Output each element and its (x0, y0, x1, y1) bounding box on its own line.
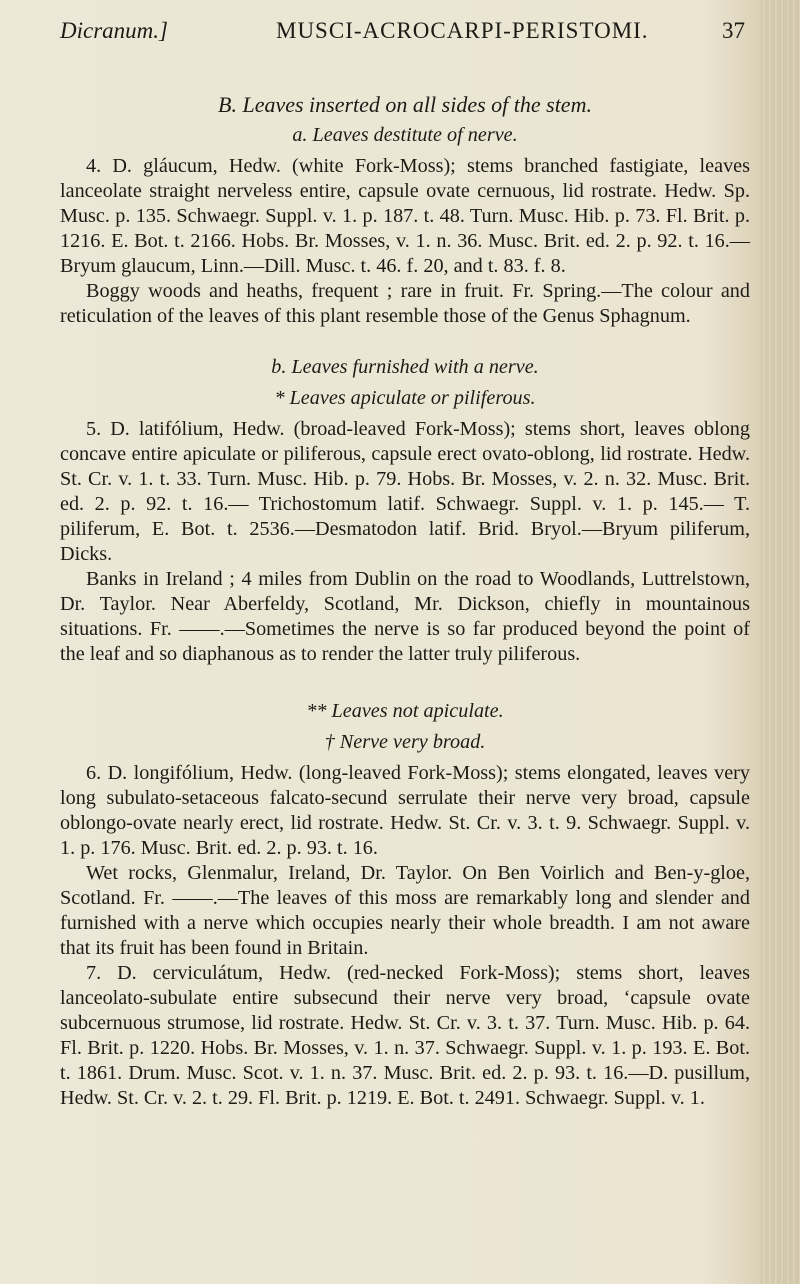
running-header (60, 18, 745, 52)
habitat-entry-5: Banks in Ireland ; 4 miles from Dublin on the road to Woodlands, Luttrelstown, Dr. Taylor. Near Aberfeldy, Scotland, Mr. Dickson, chiefly in mountainous situations. Fr. ——.—Sometimes the nerve is so far produced beyond the point of the leaf and so diaphanous as to render the latter truly piliferous. (60, 568, 750, 665)
species-entry-6: 6. D. longifólium, Hedw. (long-leaved Fork-Moss); stems elongated, leaves very long subulato-setaceous falcato-secund serrulate their nerve very broad, capsule oblongo-ovate nearly erect, lid rostrate. Hedw. St. Cr. v. 3. t. 9. Schwaegr. Suppl. v. 1. p. 176. Musc. Brit. ed. 2. p. 93. t. 16. (60, 762, 750, 859)
header-genus: Dicranum.] (60, 18, 168, 43)
species-entry-7: 7. D. cerviculátum, Hedw. (red-necked Fork-Moss); stems short, leaves lanceolato-subulate entire subsecund their nerve very broad, ‘capsule ovate subcernuous strumose, lid rostrate. Hedw. St. Cr. v. 3. t. 37. Turn. Musc. Hib. p. 64. Fl. Brit. p. 1220. Hobs. Br. Mosses, v. 1. n. 37. Schwaegr. Suppl. v. 1. p. 193. E. Bot. t. 1861. Drum. Musc. Scot. v. 1. n. 37. Musc. Brit. ed. 2. p. 93. t. 16.—D. pusillum, Hedw. St. Cr. v. 2. t. 29. Fl. Brit. p. 1219. E. Bot. t. 2491. Schwaegr. Suppl. v. 1. (60, 962, 750, 1109)
habitat-entry-6: Wet rocks, Glenmalur, Ireland, Dr. Taylor. On Ben Voirlich and Ben-y-gloe, Scotland. Fr. ——.—The leaves of this moss are remarkably long and slender and furnished with a nerve which occupies nearly their whole breadth. I am not aware that its fruit has been found in Britain. (60, 862, 750, 959)
species-entry-4: 4. D. gláucum, Hedw. (white Fork-Moss); stems branched fastigiate, leaves lanceolate straight nerveless entire, capsule ovate cernuous, lid rostrate. Hedw. Sp. Musc. p. 135. Schwaegr. Suppl. v. 1. p. 187. t. 48. Turn. Musc. Hib. p. 73. Fl. Brit. p. 1216. E. Bot. t. 2166. Hobs. Br. Mosses, v. 1. n. 36. Musc. Brit. ed. 2. p. 92. t. 16.—Bryum glaucum, Linn.—Dill. Musc. t. 46. f. 20, and t. 83. f. 8. (60, 155, 750, 277)
species-entry-5: 5. D. latifólium, Hedw. (broad-leaved Fork-Moss); stems short, leaves oblong concave entire apiculate or piliferous, capsule erect ovato-oblong, lid rostrate. Hedw. St. Cr. v. 1. t. 33. Turn. Musc. Hib. p. 79. Hobs. Br. Mosses, v. 2. n. 32. Musc. Brit. ed. 2. p. 92. t. 16.— Trichostomum latif. Schwaegr. Suppl. v. 1. p. 145.— T. piliferum, E. Bot. t. 2536.—Desmatodon latif. Brid. Bryol.—Bryum piliferum, Dicks. (60, 418, 750, 565)
subsection-heading-b: b. Leaves furnished with a nerve. (271, 356, 539, 378)
page-number: 37 (722, 18, 745, 43)
group-heading-nerve-broad: † Nerve very broad. (324, 731, 486, 753)
section-heading-B: B. Leaves inserted on all sides of the stem. (218, 92, 592, 117)
header-title: MUSCI-ACROCARPI-PERISTOMI. (276, 18, 649, 43)
group-heading-not-apiculate: ** Leaves not apiculate. (306, 700, 504, 722)
habitat-entry-4: Boggy woods and heaths, frequent ; rare in fruit. Fr. Spring.—The colour and reticulation of the leaves of this plant resemble those of the Genus Sphagnum. (60, 280, 750, 327)
subsection-heading-a: a. Leaves destitute of nerve. (292, 124, 518, 146)
page-spine-shadow (760, 0, 800, 1284)
page-content (60, 88, 750, 1111)
group-heading-apiculate: * Leaves apiculate or piliferous. (274, 387, 536, 409)
